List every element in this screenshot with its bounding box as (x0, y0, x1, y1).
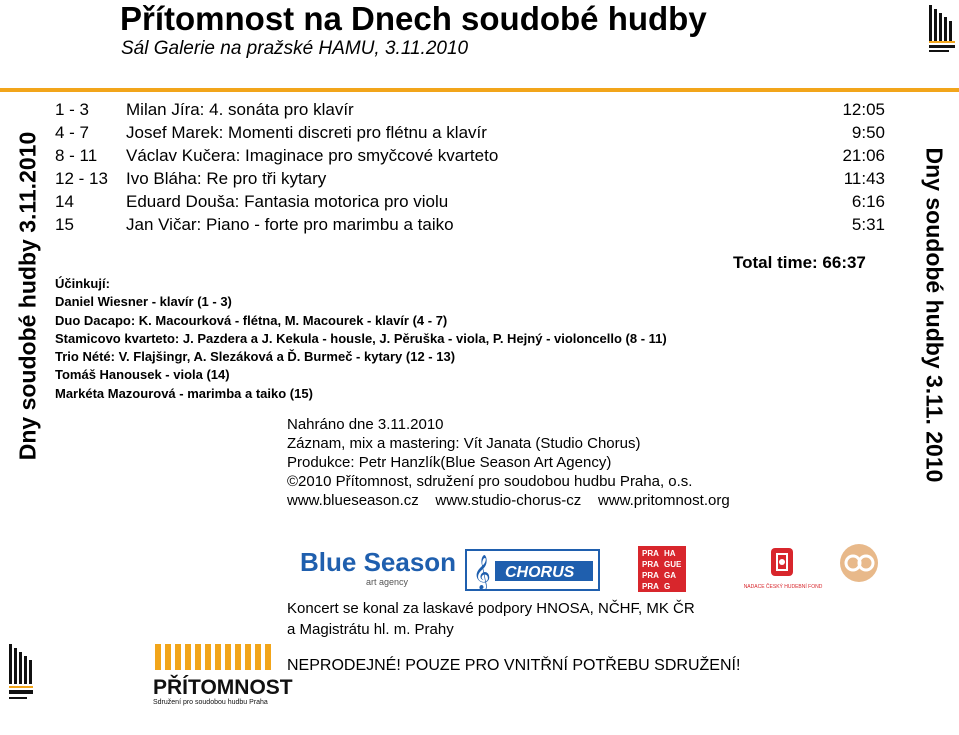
track-title: Ivo Bláha: Re pro tři kytary (126, 169, 327, 188)
track-row (55, 213, 885, 236)
track-duration: 6:16 (851, 192, 885, 211)
svg-text:PRA: PRA (642, 560, 659, 569)
performer-line: Duo Dacapo: K. Macourková - flétna, M. Macourek - klavír (4 - 7) (55, 312, 448, 328)
svg-text:GUE: GUE (664, 560, 682, 569)
performer-line: Daniel Wiesner - klavír (1 - 3) (55, 294, 232, 310)
side-label-left-text: Dny soudobé hudby 3.11.2010 (14, 131, 41, 461)
svg-text:GA: GA (664, 571, 676, 580)
track-duration: 9:50 (851, 123, 885, 142)
track-duration: 5:31 (851, 215, 885, 234)
svg-text:PRA: PRA (642, 582, 659, 591)
pritomnost-bars (155, 644, 271, 670)
side-label-right-text: Dny soudobé hudby 3.11. 2010 (921, 147, 948, 483)
ministry-logo (838, 540, 880, 586)
total-time: Total time: 66:37 (733, 253, 866, 272)
svg-text:𝄞: 𝄞 (473, 555, 491, 590)
orange-divider (0, 88, 959, 92)
svg-text:PRA: PRA (642, 571, 659, 580)
performer-line: Trio Nété: V. Flajšingr, A. Slezáková a Ď. Burmeč - kytary (12 - 13) (55, 349, 456, 365)
recording-date: Nahráno dne 3.11.2010 (287, 416, 444, 433)
blue-season-logo (296, 541, 457, 591)
track-row (55, 98, 885, 121)
support-line-1: Koncert se konal za laskavé podpory HNOSA, NČHF, MK ČR (287, 600, 695, 617)
nadace-logo-text: NADACE ČESKÝ HUDEBNÍ FOND (743, 584, 823, 590)
recording-credits (287, 415, 730, 510)
performer-line: Markéta Mazourová - marimba a taiko (15) (55, 385, 313, 401)
performer-line: Stamicovo kvarteto: J. Pazdera a J. Kekula - housle, J. Pěruška - viola, P. Hejný - violoncello (8 - 11) (55, 330, 667, 346)
page-subtitle: Sál Galerie na pražské HAMU, 3.11.2010 (121, 38, 469, 59)
pritomnost-vertical-mark (7, 644, 35, 730)
track-title: Václav Kučera: Imaginace pro smyčcové kvarteto (126, 146, 499, 165)
blue-season-logo-text: Blue Season (300, 547, 457, 577)
chorus-logo-text: CHORUS (505, 564, 575, 581)
copyright-line: ©2010 Přítomnost, sdružení pro soudobou hudbu Praha, o.s. (287, 473, 693, 490)
track-number: 15 (55, 215, 74, 234)
track-row (55, 167, 885, 190)
performers-heading: Účinkují: (55, 276, 110, 291)
chorus-logo (465, 549, 600, 591)
track-row (55, 121, 885, 144)
nadace-chf-logo (738, 546, 828, 592)
svg-text:PRA: PRA (642, 549, 659, 558)
track-number: 8 - 11 (55, 146, 98, 165)
pritomnost-logo-large (5, 642, 293, 732)
track-number: 14 (55, 192, 74, 211)
track-number: 12 - 13 (55, 169, 108, 188)
svg-text:HA: HA (664, 549, 676, 558)
track-duration: 11:43 (843, 169, 885, 188)
recording-producer: Produkce: Petr Hanzlík(Blue Season Art Agency) (287, 454, 612, 471)
not-for-sale-notice: NEPRODEJNÉ! POUZE PRO VNITŘNÍ POTŘEBU SDRUŽENÍ! (287, 657, 741, 674)
track-number: 4 - 7 (55, 123, 90, 142)
track-duration: 21:06 (842, 146, 885, 165)
track-title: Jan Vičar: Piano - forte pro marimbu a taiko (126, 215, 454, 234)
track-row (55, 190, 885, 213)
track-list (55, 98, 885, 236)
track-title: Eduard Douša: Fantasia motorica pro violu (126, 192, 449, 211)
website-links: www.blueseason.cz www.studio-chorus-cz www.pritomnost.org (287, 492, 730, 509)
page-title: Přítomnost na Dnech soudobé hudby (120, 0, 707, 37)
pritomnost-wordmark: PŘÍTOMNOST (153, 676, 293, 699)
track-title: Milan Jíra: 4. sonáta pro klavír (126, 100, 354, 119)
svg-text:G: G (664, 582, 671, 591)
support-note (287, 598, 787, 640)
recording-engineer: Záznam, mix a mastering: Vít Janata (Studio Chorus) (287, 435, 641, 452)
performer-line: Tomáš Hanousek - viola (14) (55, 367, 230, 383)
pritomnost-tagline: Sdružení pro soudobou hudbu Praha (153, 699, 268, 706)
performers-block (55, 275, 667, 403)
track-number: 1 - 3 (55, 100, 90, 119)
pritomnost-logo-small (925, 3, 959, 61)
blue-season-logo-sub: art agency (366, 577, 409, 587)
support-line-2: a Magistrátu hl. m. Prahy (287, 621, 454, 638)
track-row (55, 144, 885, 167)
track-title: Josef Marek: Momenti discreti pro flétnu a klavír (126, 123, 487, 142)
praha-logo (638, 546, 686, 592)
track-duration: 12:05 (842, 100, 885, 119)
